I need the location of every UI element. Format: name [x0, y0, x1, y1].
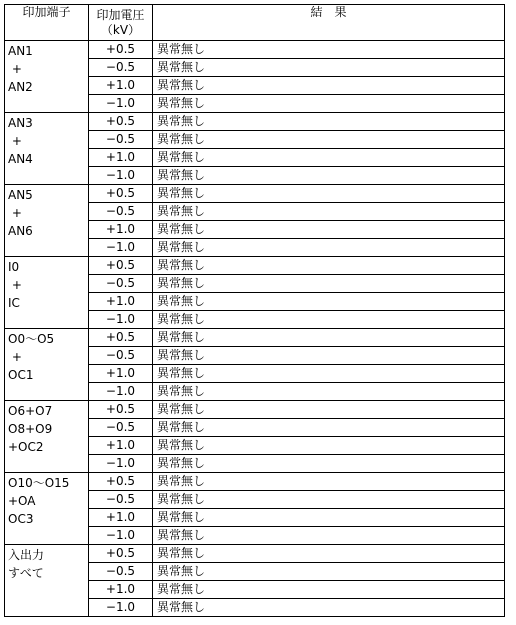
result-cell: 異常無し [153, 455, 505, 473]
result-cell: 異常無し [153, 131, 505, 149]
voltage-cell: −0.5 [89, 419, 153, 437]
voltage-cell: −1.0 [89, 455, 153, 473]
header-voltage-line1: 印加電圧 [96, 7, 145, 22]
voltage-cell: +0.5 [89, 41, 153, 59]
result-cell: 異常無し [153, 545, 505, 563]
terminal-label-line: + [8, 350, 22, 364]
voltage-cell: +1.0 [89, 437, 153, 455]
voltage-cell: −0.5 [89, 203, 153, 221]
terminal-label-line: AN5 [8, 188, 33, 202]
terminal-label-line: AN1 [8, 44, 33, 58]
result-cell: 異常無し [153, 77, 505, 95]
voltage-cell: +1.0 [89, 365, 153, 383]
result-cell: 異常無し [153, 239, 505, 257]
result-cell: 異常無し [153, 365, 505, 383]
test-results-table [4, 4, 505, 617]
terminal-label-line: IC [8, 296, 20, 310]
voltage-cell: +1.0 [89, 581, 153, 599]
terminal-cell [5, 113, 89, 185]
terminal-label-line: O0～O5 [8, 332, 55, 346]
voltage-cell: −0.5 [89, 491, 153, 509]
header-voltage-unit: （kV） [100, 22, 141, 37]
table-row [5, 41, 505, 59]
terminal-label-line: O10～O15 [8, 476, 70, 490]
voltage-cell: +1.0 [89, 293, 153, 311]
voltage-cell: −1.0 [89, 383, 153, 401]
terminal-label-line: + [8, 278, 22, 292]
voltage-cell: −0.5 [89, 563, 153, 581]
result-cell: 異常無し [153, 473, 505, 491]
result-cell: 異常無し [153, 95, 505, 113]
header-result: 結 果 [153, 5, 505, 41]
terminal-label-line: 入出力 [8, 548, 45, 562]
result-cell: 異常無し [153, 401, 505, 419]
voltage-cell: −0.5 [89, 59, 153, 77]
result-cell: 異常無し [153, 581, 505, 599]
result-cell: 異常無し [153, 419, 505, 437]
header-terminal: 印加端子 [5, 5, 89, 41]
result-cell: 異常無し [153, 347, 505, 365]
voltage-cell: +0.5 [89, 257, 153, 275]
terminal-label-line: +OC2 [8, 440, 44, 454]
result-cell: 異常無し [153, 275, 505, 293]
terminal-label-line: O8+O9 [8, 422, 53, 436]
voltage-cell: +0.5 [89, 473, 153, 491]
terminal-label-line: OC3 [8, 512, 34, 526]
terminal-label-line: O6+O7 [8, 404, 53, 418]
voltage-cell: −0.5 [89, 347, 153, 365]
result-cell: 異常無し [153, 599, 505, 617]
terminal-cell [5, 473, 89, 545]
voltage-cell: −1.0 [89, 527, 153, 545]
terminal-label-line: すべて [8, 566, 44, 580]
terminal-cell [5, 257, 89, 329]
voltage-cell: −0.5 [89, 275, 153, 293]
result-cell: 異常無し [153, 257, 505, 275]
terminal-label-line: + [8, 206, 22, 220]
terminal-cell [5, 545, 89, 617]
terminal-cell [5, 185, 89, 257]
table-row [5, 473, 505, 491]
terminal-label-line: AN2 [8, 80, 33, 94]
table-row [5, 185, 505, 203]
result-cell: 異常無し [153, 311, 505, 329]
result-cell: 異常無し [153, 527, 505, 545]
result-cell: 異常無し [153, 221, 505, 239]
terminal-cell [5, 401, 89, 473]
result-cell: 異常無し [153, 491, 505, 509]
voltage-cell: −0.5 [89, 131, 153, 149]
header-voltage [89, 5, 153, 41]
result-cell: 異常無し [153, 185, 505, 203]
test-results-document [4, 4, 505, 617]
terminal-label-line: +OA [8, 494, 36, 508]
table-row [5, 401, 505, 419]
result-cell: 異常無し [153, 203, 505, 221]
voltage-cell: +1.0 [89, 509, 153, 527]
result-cell: 異常無し [153, 149, 505, 167]
result-cell: 異常無し [153, 59, 505, 77]
voltage-cell: −1.0 [89, 239, 153, 257]
header-row [5, 5, 505, 41]
terminal-label-line: AN6 [8, 224, 33, 238]
voltage-cell: +0.5 [89, 401, 153, 419]
voltage-cell: −1.0 [89, 599, 153, 617]
result-cell: 異常無し [153, 563, 505, 581]
table-row [5, 329, 505, 347]
table-row [5, 257, 505, 275]
voltage-cell: +1.0 [89, 77, 153, 95]
voltage-cell: −1.0 [89, 311, 153, 329]
voltage-cell: +0.5 [89, 545, 153, 563]
terminal-label-line: AN4 [8, 152, 33, 166]
voltage-cell: −1.0 [89, 95, 153, 113]
result-cell: 異常無し [153, 167, 505, 185]
voltage-cell: +0.5 [89, 113, 153, 131]
terminal-label-line: AN3 [8, 116, 33, 130]
result-cell: 異常無し [153, 383, 505, 401]
voltage-cell: +0.5 [89, 329, 153, 347]
terminal-cell [5, 329, 89, 401]
terminal-label-line: + [8, 62, 22, 76]
voltage-cell: −1.0 [89, 167, 153, 185]
table-row [5, 545, 505, 563]
voltage-cell: +1.0 [89, 149, 153, 167]
result-cell: 異常無し [153, 41, 505, 59]
result-cell: 異常無し [153, 437, 505, 455]
result-cell: 異常無し [153, 113, 505, 131]
terminal-label-line: + [8, 134, 22, 148]
terminal-label-line: I0 [8, 260, 20, 274]
result-cell: 異常無し [153, 509, 505, 527]
terminal-label-line: OC1 [8, 368, 34, 382]
table-row [5, 113, 505, 131]
result-cell: 異常無し [153, 329, 505, 347]
voltage-cell: +0.5 [89, 185, 153, 203]
terminal-cell [5, 41, 89, 113]
result-cell: 異常無し [153, 293, 505, 311]
table-body [5, 41, 505, 617]
voltage-cell: +1.0 [89, 221, 153, 239]
